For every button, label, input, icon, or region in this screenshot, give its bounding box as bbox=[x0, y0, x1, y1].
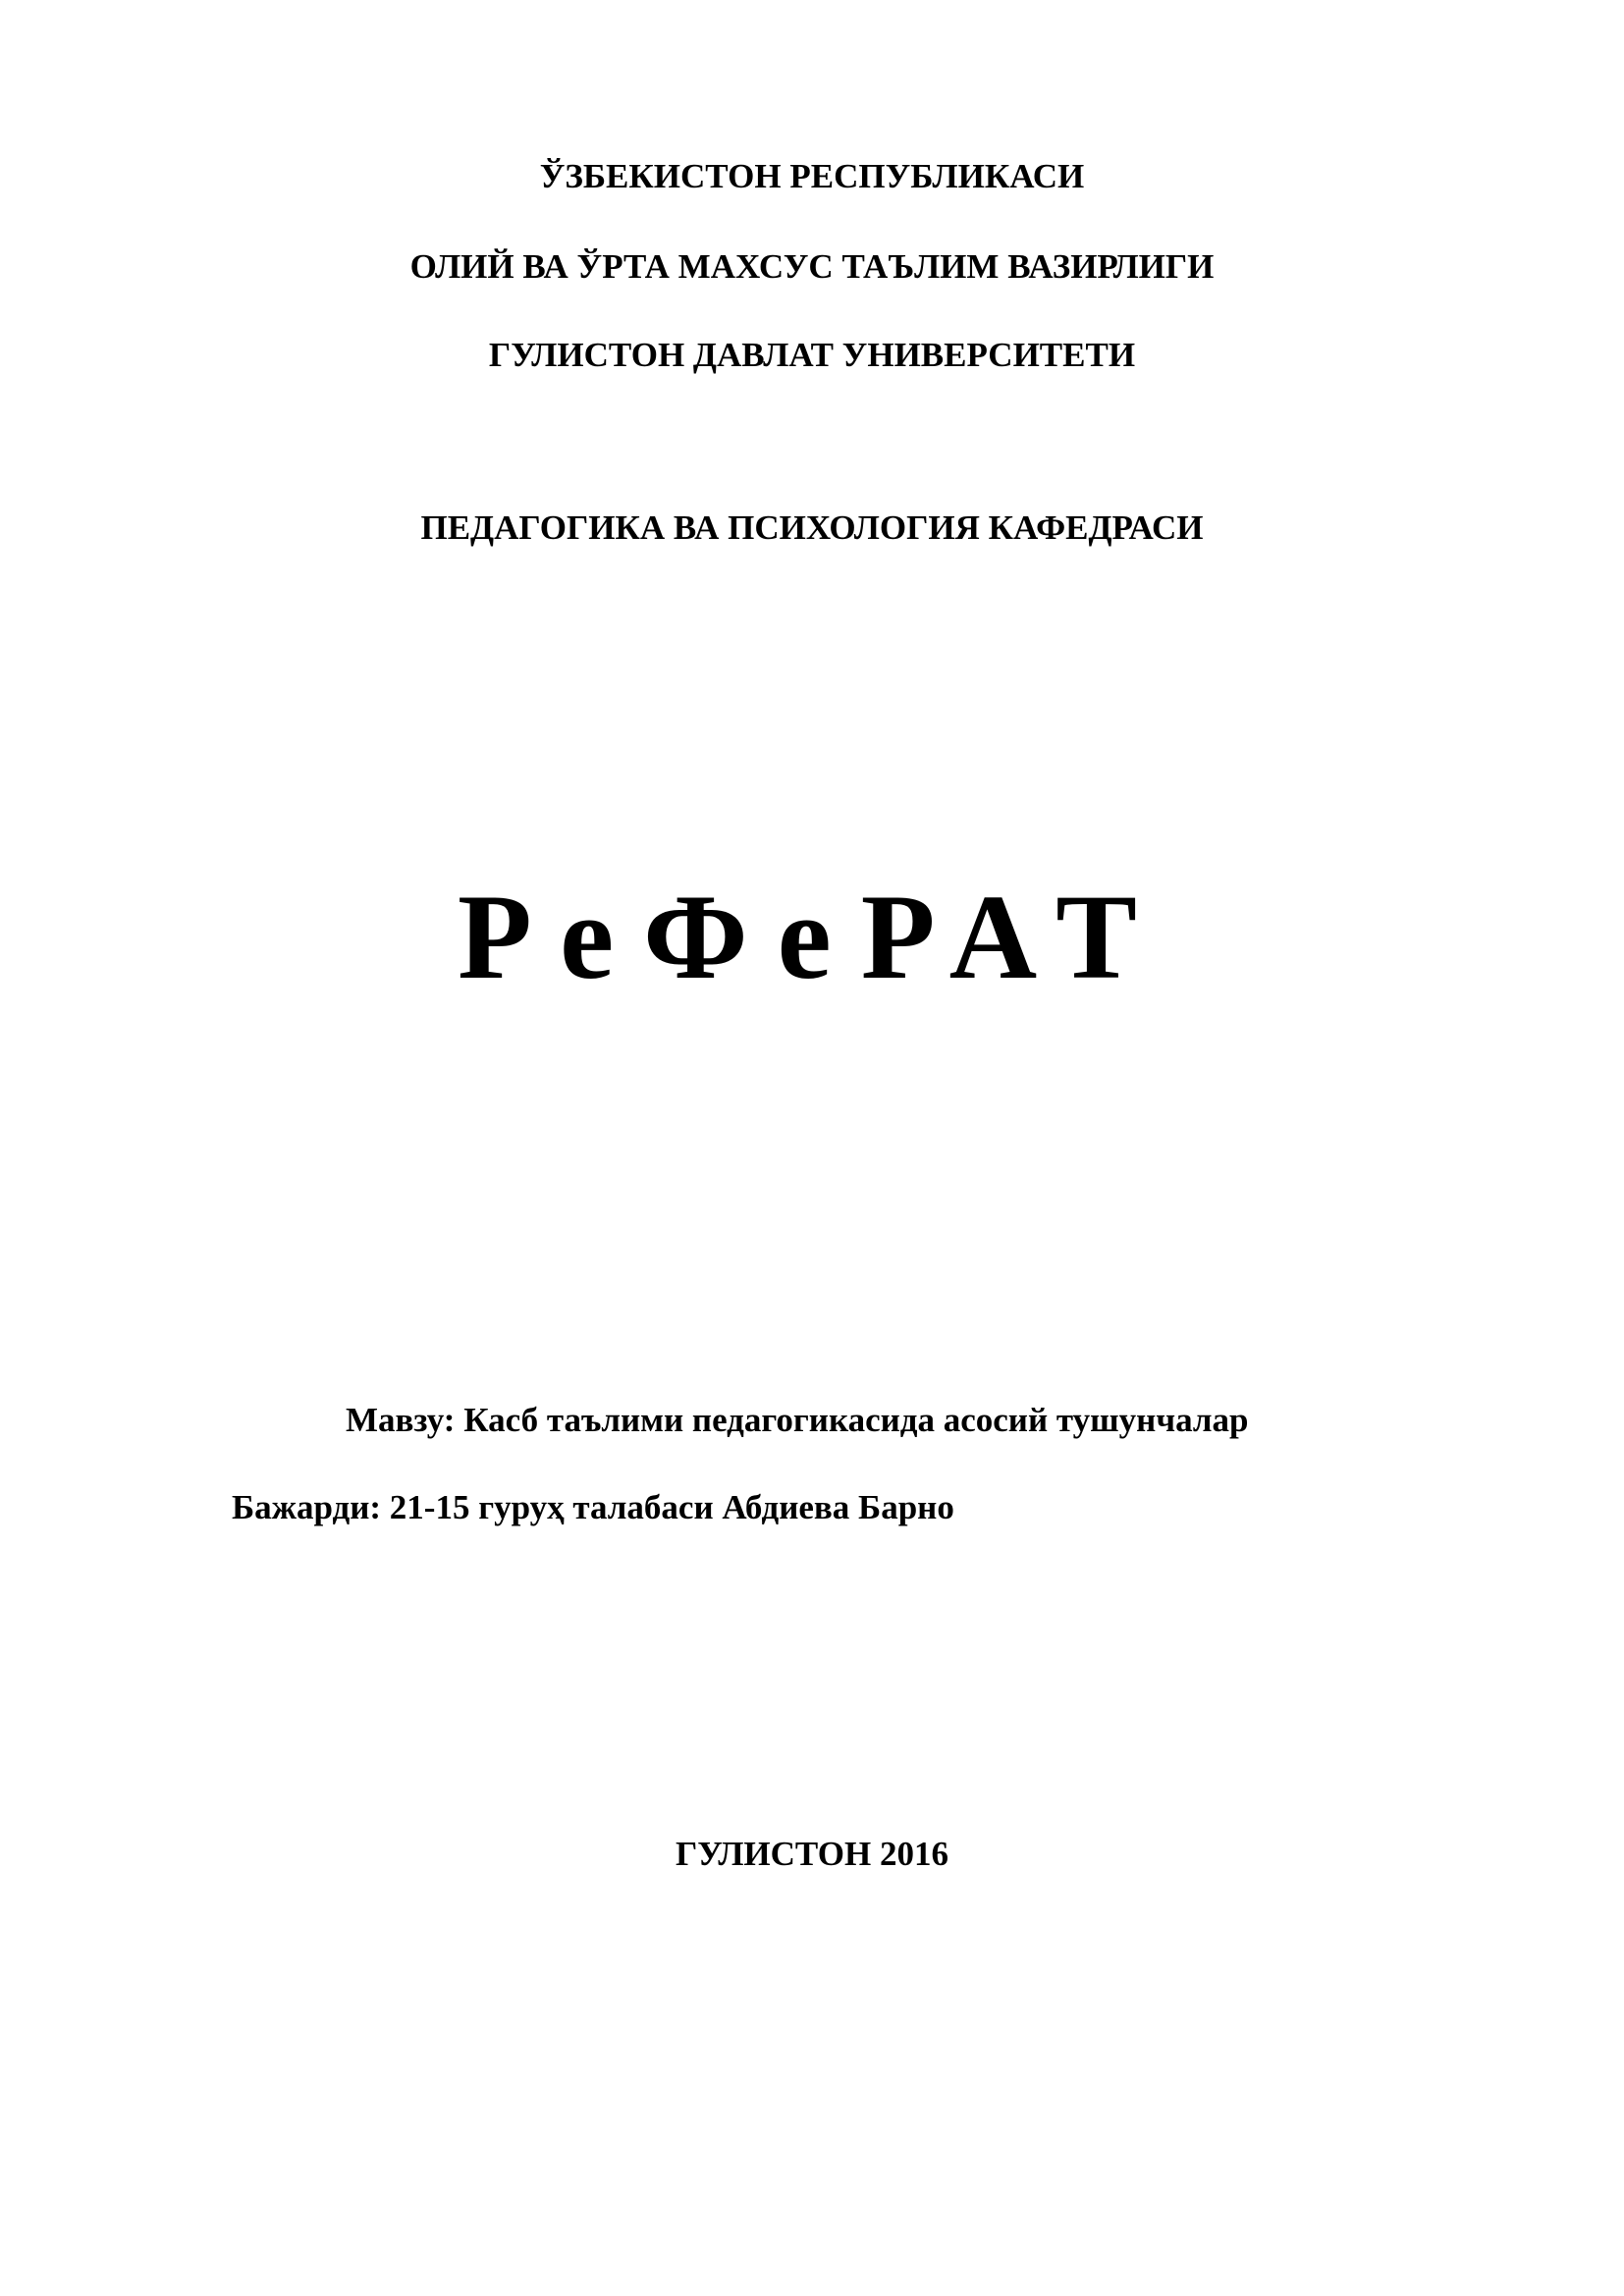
author-line: Бажарди: 21-15 гуруҳ талабаси Абдиева Барно bbox=[232, 1488, 954, 1526]
topic-line: Мавзу: Касб таълими педагогикасида асосий тушунчалар bbox=[346, 1401, 1249, 1439]
university-heading: ГУЛИСТОН ДАВЛАТ УНИВЕРСИТЕТИ bbox=[488, 336, 1136, 374]
country-heading: ЎЗБЕКИСТОН РЕСПУБЛИКАСИ bbox=[539, 157, 1085, 195]
document-title: РеФеРАТ bbox=[458, 870, 1166, 1004]
ministry-heading: ОЛИЙ ВА ЎРТА МАХСУС ТАЪЛИМ ВАЗИРЛИГИ bbox=[409, 247, 1215, 286]
city-year: ГУЛИСТОН 2016 bbox=[675, 1835, 948, 1873]
department-heading: ПЕДАГОГИКА ВА ПСИХОЛОГИЯ КАФЕДРАСИ bbox=[420, 508, 1204, 547]
